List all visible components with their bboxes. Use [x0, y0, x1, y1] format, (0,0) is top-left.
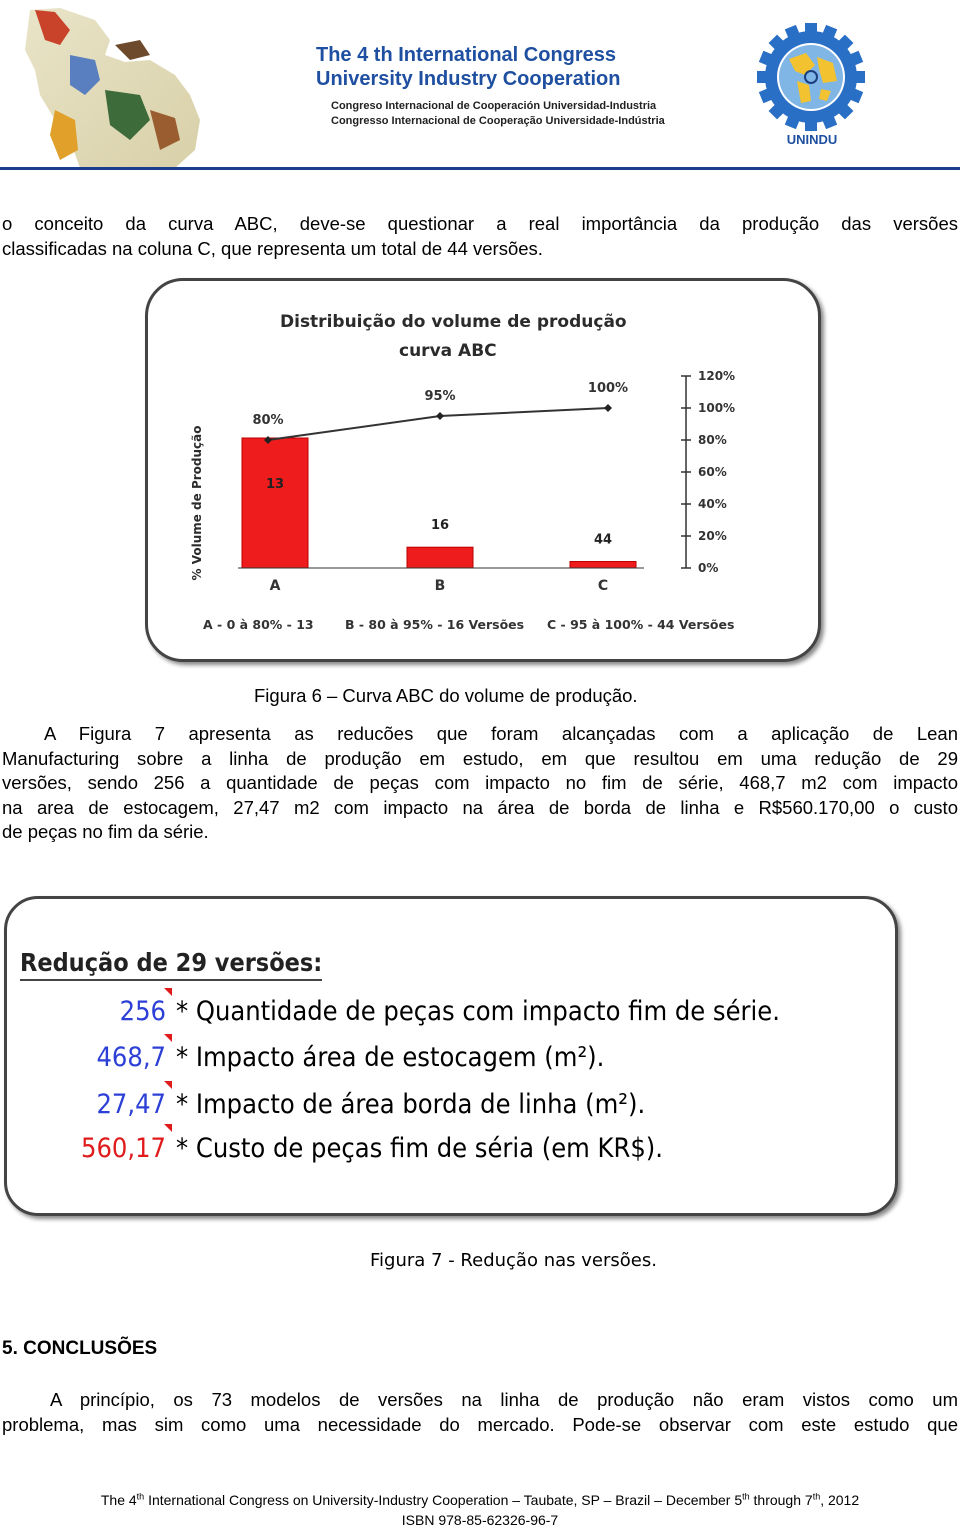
- chart-title-line2: curva ABC: [399, 341, 497, 361]
- line-value-label: 100%: [587, 381, 629, 396]
- footer-sup: th: [742, 1491, 750, 1502]
- category-label: A: [269, 578, 281, 594]
- chart-legend-item: B - 80 à 95% - 16 Versões: [345, 617, 525, 632]
- reduction-description: * Quantidade de peças com impacto fim de série.: [176, 996, 780, 1027]
- line-point: [436, 412, 444, 420]
- footer-text: , 2012: [820, 1492, 860, 1508]
- bar-value-label: 13: [265, 477, 285, 492]
- header-divider: [0, 167, 960, 170]
- bar-value-label: 16: [430, 518, 450, 534]
- y2-tick-label: 60%: [698, 465, 727, 479]
- body-line: versões, sendo 256 a quantidade de peças com impacto no fim de série, 468,7 m2 com impacto: [2, 772, 958, 793]
- abc-curve-chart: [145, 278, 821, 662]
- category-label: C: [597, 578, 609, 594]
- y2-tick-label: 40%: [698, 497, 727, 511]
- figure7-caption: Figura 7 - Redução nas versões.: [370, 1250, 657, 1271]
- congress-subtitle-pt: Congresso Internacional de Cooperação Universidade-Indústria: [331, 115, 665, 127]
- reduction-value: 560,17: [81, 1133, 166, 1164]
- category-label: B: [434, 578, 446, 594]
- y2-tick-label: 20%: [698, 529, 727, 543]
- conclusion-paragraph: [2, 1388, 958, 1437]
- line-value-label: 95%: [424, 389, 456, 404]
- chart-legend-item: C - 95 à 100% - 44 Versões: [547, 617, 735, 632]
- reduction-description: * Custo de peças fim de séria (em KR$).: [176, 1133, 663, 1164]
- figure7-heading: Redução de 29 versões:: [20, 948, 322, 981]
- chart-bar: [570, 562, 636, 569]
- chart-y-axis-label: % Volume de Produção: [190, 425, 204, 581]
- chart-title-line1: Distribuição do volume de produção: [280, 312, 627, 332]
- page-header: [0, 0, 960, 168]
- line-value-label: 80%: [252, 413, 284, 428]
- figure6-caption: Figura 6 – Curva ABC do volume de produção.: [254, 685, 638, 706]
- y2-tick-label: 100%: [698, 401, 736, 415]
- y2-tick-label: 80%: [698, 433, 727, 447]
- intro-line: classificadas na coluna C, que representa um total de 44 versões.: [2, 237, 543, 259]
- footer-isbn: ISBN 978-85-62326-96-7: [401, 1512, 559, 1528]
- congress-subtitle-es: Congreso Internacional de Cooperación Universidad-Industria: [331, 100, 657, 112]
- congress-title-line2: University Industry Cooperation: [316, 68, 621, 90]
- intro-paragraph: [2, 212, 958, 261]
- chart-legend-item: A - 0 à 80% - 13: [203, 617, 314, 632]
- page-footer: [0, 1492, 960, 1508]
- bar-value-label: 44: [593, 532, 613, 548]
- footer-text: The 4: [100, 1492, 137, 1508]
- conclusion-line: problema, mas sim como uma necessidade do mercado. Pode-se observar com este estudo que: [2, 1413, 958, 1435]
- reduction-description: * Impacto área de estocagem (m²).: [176, 1042, 605, 1073]
- body-line: de peças no fim da série.: [2, 821, 209, 842]
- latin-america-map-logo: [0, 0, 230, 168]
- reduction-description: * Impacto de área borda de linha (m²).: [176, 1089, 646, 1120]
- unindu-gear-globe-icon: [756, 22, 866, 132]
- intro-line: o conceito da curva ABC, deve-se questionar a real importância da produção das versões: [2, 213, 958, 234]
- body-line: na area de estocagem, 27,47 m2 com impacto na área de borda de linha e R$560.170,00 o custo: [2, 796, 958, 818]
- unindu-label: UNINDU: [786, 132, 838, 147]
- reduction-value: 27,47: [96, 1089, 166, 1120]
- footer-sup: th: [812, 1491, 821, 1502]
- footer-text: through 7: [749, 1492, 813, 1508]
- body-line: Manufacturing sobre a linha de produção em estudo, em que resultou em uma redução de 29: [2, 747, 958, 769]
- reduction-value: 256: [119, 996, 166, 1027]
- congress-title-line1: The 4 th International Congress: [316, 44, 617, 66]
- line-point: [604, 404, 612, 412]
- comment-marker-icons: [160, 986, 176, 1136]
- section-heading: 5. CONCLUSÕES: [2, 1338, 158, 1359]
- footer-sup: th: [136, 1491, 145, 1502]
- reduction-value: 468,7: [96, 1042, 166, 1073]
- chart-bar: [407, 547, 473, 568]
- body-paragraph: [2, 722, 958, 845]
- y2-tick-label: 0%: [698, 561, 719, 575]
- y2-tick-label: 120%: [698, 369, 736, 383]
- cumulative-line: [268, 408, 608, 440]
- chart-bar: [242, 438, 308, 568]
- conclusion-line: A princípio, os 73 modelos de versões na linha de produção não eram vistos como um: [50, 1389, 958, 1410]
- footer-text: International Congress on University-Industry Cooperation – Taubate, SP – Brazil – December 5: [144, 1492, 743, 1508]
- body-line: A Figura 7 apresenta as reducões que foram alcançadas com a aplicação de Lean: [44, 723, 958, 744]
